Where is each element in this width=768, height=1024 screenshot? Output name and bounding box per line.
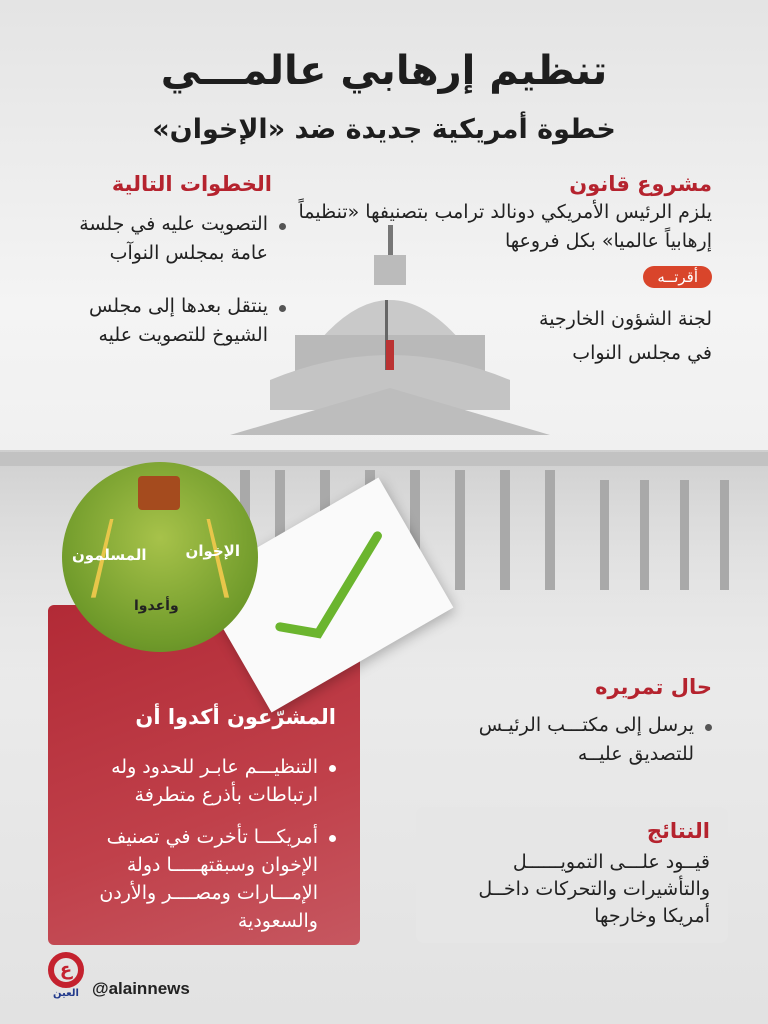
brotherhood-emblem [62, 462, 258, 652]
list-item: التنظيـــم عابـر للحدود وله ارتباطات بأذرع متطرفة [60, 753, 336, 809]
approved-by-line: لجنة الشؤون الخارجية [539, 308, 712, 330]
emblem-book-icon [138, 476, 180, 510]
results-heading: النتائج [646, 819, 710, 843]
list-item: يرسل إلى مكتـــب الرئيـس للتصديق عليــه [412, 711, 712, 769]
list-item: ينتقل بعدها إلى مجلس الشيوخ للتصويت عليه [46, 292, 286, 350]
if-passed-heading: حال تمريره [595, 675, 712, 699]
social-handle: @alainnews [92, 979, 190, 998]
bill-heading: مشروع قانون [569, 172, 712, 196]
next-steps-section [46, 172, 286, 350]
alain-logo [48, 952, 84, 999]
emblem-text: الإخوان [185, 542, 240, 560]
list-item: التصويت عليه في جلسة عامة بمجلس النوآب [46, 210, 286, 268]
approved-by-line: في مجلس النواب [572, 342, 712, 364]
emblem-motto: وأعدوا [134, 598, 179, 614]
bill-text: يلزم الرئيس الأمريكي دونالد ترامب بتصنيفها «تنظيماً إرهابياً عالميا» بكل فروعها [298, 201, 712, 252]
lawmakers-heading: المشرّعون أكدوا أن [135, 705, 336, 729]
main-title: تنظيم إرهابي عالمـــي [160, 48, 608, 94]
results-text: قيــود علـــى التمويــــــل والتأشيرات والتحركات داخــل أمريكا وخارجها [478, 851, 710, 927]
subtitle: خطوة أمريكية جديدة ضد «الإخوان» [152, 114, 616, 145]
footer [48, 952, 190, 999]
approved-badge: أقرتــه [643, 266, 712, 288]
bill-section [282, 172, 712, 370]
list-item: أمريكـــا تأخرت في تصنيف الإخوان وسبقتهـــــا دولة الإمـــارات ومصــــر والأردن والسعودية [60, 823, 336, 935]
alain-logo-mark-icon: ع [48, 952, 84, 988]
results-box [416, 807, 728, 943]
next-steps-heading: الخطوات التالية [111, 172, 272, 196]
alain-logo-text: العين [53, 988, 79, 999]
if-passed-section [412, 675, 712, 769]
emblem-text: المسلمون [72, 546, 147, 564]
